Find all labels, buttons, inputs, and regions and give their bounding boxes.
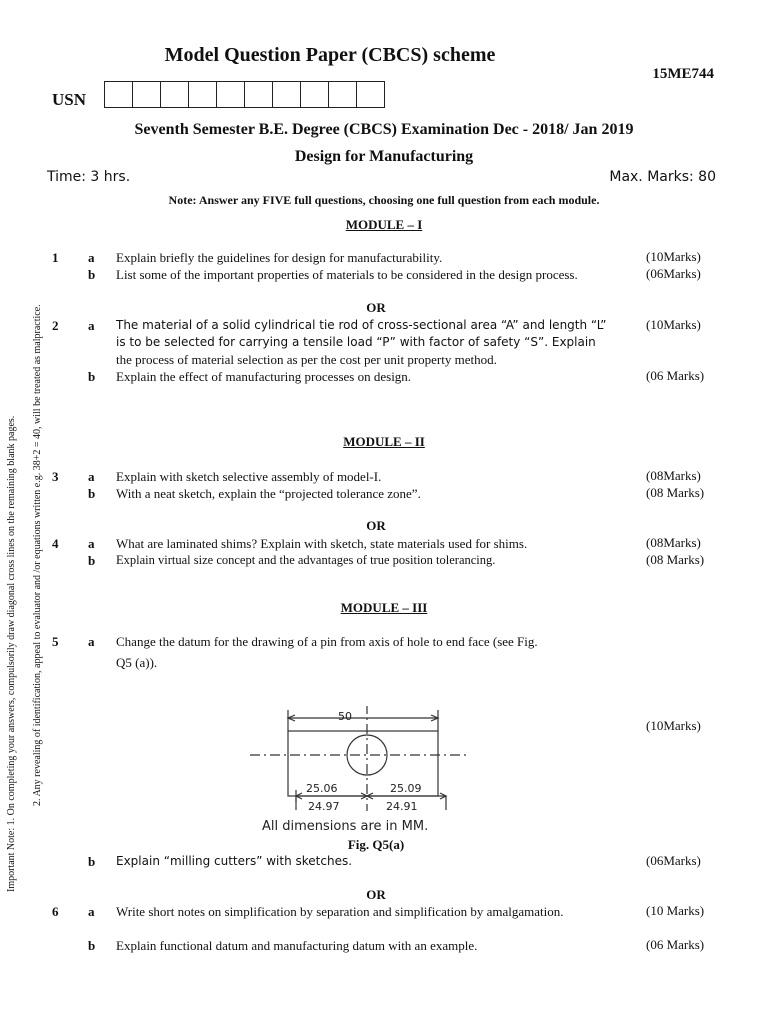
usn-label: USN xyxy=(52,90,87,109)
q6a-marks: (10 Marks) xyxy=(646,903,705,918)
or-separator: OR xyxy=(366,518,386,533)
q6b-label: b xyxy=(88,938,96,953)
q3a-text: Explain with sketch selective assembly of model-I. xyxy=(116,469,382,484)
q1b-text: List some of the important properties of materials to be considered in the design process. xyxy=(116,267,578,282)
usn-box xyxy=(132,81,161,108)
q5a-label: a xyxy=(88,634,95,649)
subject-title: Design for Manufacturing xyxy=(294,148,474,165)
q6a-text: Write short notes on simplification by separation and simplification by amalgamation. xyxy=(116,904,564,919)
q5b-marks: (06Marks) xyxy=(646,853,701,868)
q3-number: 3 xyxy=(52,469,59,484)
q5b-text: Explain “milling cutters” with sketches. xyxy=(116,854,353,868)
or-separator: OR xyxy=(366,887,386,902)
dim-left-upper: 25.06 xyxy=(306,782,338,795)
q1b-label: b xyxy=(88,267,96,282)
q4b-label: b xyxy=(88,553,96,568)
q3a-label: a xyxy=(88,469,95,484)
q5a-text-line2: Q5 (a)). xyxy=(116,655,158,670)
module-1-heading: MODULE – I xyxy=(345,217,423,232)
usn-box xyxy=(216,81,245,108)
q1a-text: Explain briefly the guidelines for design for manufacturability. xyxy=(116,250,443,265)
paper-title: Model Question Paper (CBCS) scheme xyxy=(164,44,496,66)
q2a-text-line1: The material of a solid cylindrical tie rod of cross-sectional area “A” and length “L” xyxy=(116,318,607,332)
q5b-label: b xyxy=(88,854,96,869)
q6a-label: a xyxy=(88,904,95,919)
q3a-marks: (08Marks) xyxy=(646,468,701,483)
figure-q5a xyxy=(250,706,500,841)
usn-box xyxy=(160,81,189,108)
usn-box xyxy=(328,81,357,108)
q4b-text: Explain virtual size concept and the advantages of true position tolerancing. xyxy=(116,553,496,567)
figure-caption: Fig. Q5(a) xyxy=(347,837,405,852)
side-note-1: Important Note: 1. On completing your answers, compulsorily draw diagonal cross lines on the remaining blank pages. xyxy=(6,415,17,892)
course-code: 15ME744 xyxy=(652,66,714,82)
usn-box xyxy=(272,81,301,108)
or-separator: OR xyxy=(366,300,386,315)
q4a-marks: (08Marks) xyxy=(646,535,701,550)
usn-boxes xyxy=(105,81,385,108)
q2-number: 2 xyxy=(52,318,59,333)
usn-box xyxy=(188,81,217,108)
q5a-text-line1: Change the datum for the drawing of a pin from axis of hole to end face (see Fig. xyxy=(116,634,538,649)
q4-number: 4 xyxy=(52,536,59,551)
module-2-heading: MODULE – II xyxy=(343,434,425,449)
dim-right-lower: 24.91 xyxy=(386,800,418,813)
q2a-marks: (10Marks) xyxy=(646,317,701,332)
q6-number: 6 xyxy=(52,904,59,919)
q3b-marks: (08 Marks) xyxy=(646,485,705,500)
exam-title: Seventh Semester B.E. Degree (CBCS) Examination Dec - 2018/ Jan 2019 xyxy=(134,121,634,138)
usn-box xyxy=(356,81,385,108)
max-marks: Max. Marks: 80 xyxy=(609,169,716,185)
q1-number: 1 xyxy=(52,250,59,265)
q6b-text: Explain functional datum and manufacturing datum with an example. xyxy=(116,938,478,953)
usn-box xyxy=(244,81,273,108)
dim-left-lower: 24.97 xyxy=(308,800,340,813)
q3b-label: b xyxy=(88,486,96,501)
figure-note: All dimensions are in MM. xyxy=(262,819,429,834)
usn-box xyxy=(300,81,329,108)
q1a-marks: (10Marks) xyxy=(646,249,701,264)
module-3-heading: MODULE – III xyxy=(340,600,428,615)
figure-q5a-drawing xyxy=(250,706,500,836)
dim-total: 50 xyxy=(338,710,352,723)
q5-number: 5 xyxy=(52,634,59,649)
time-allowed: Time: 3 hrs. xyxy=(47,169,131,185)
q1b-marks: (06Marks) xyxy=(646,266,701,281)
q6b-marks: (06 Marks) xyxy=(646,937,705,952)
q4b-marks: (08 Marks) xyxy=(646,552,705,567)
q2b-label: b xyxy=(88,369,96,384)
side-note-2: 2. Any revealing of identification, appeal to evaluator and /or equations written e.g. 38+2 = 40, will be treated as malpractice. xyxy=(32,304,43,806)
q2a-text-line3: the process of material selection as per the cost per unit property method. xyxy=(116,352,497,367)
q4a-label: a xyxy=(88,536,95,551)
instructions-note: Note: Answer any FIVE full questions, choosing one full question from each module. xyxy=(168,193,600,207)
q4a-text: What are laminated shims? Explain with sketch, state materials used for shims. xyxy=(116,536,528,551)
q2a-label: a xyxy=(88,318,95,333)
q5a-marks: (10Marks) xyxy=(646,718,701,733)
q2a-text-line2: is to be selected for carrying a tensile load “P” with factor of safety “S”. Explain xyxy=(116,335,596,349)
dim-right-upper: 25.09 xyxy=(390,782,422,795)
q2b-marks: (06 Marks) xyxy=(646,368,705,383)
q3b-text: With a neat sketch, explain the “projected tolerance zone”. xyxy=(116,486,421,501)
q1a-label: a xyxy=(88,250,95,265)
q2b-text: Explain the effect of manufacturing processes on design. xyxy=(116,369,412,384)
usn-box xyxy=(104,81,133,108)
